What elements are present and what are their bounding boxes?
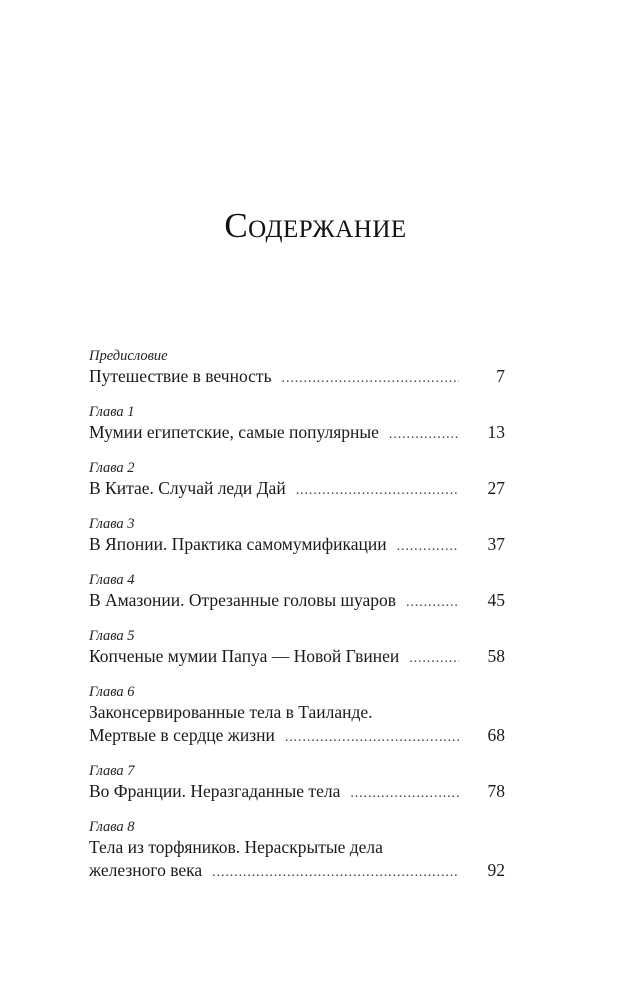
page-number: 58 bbox=[487, 646, 505, 666]
table-of-contents bbox=[89, 347, 505, 897]
dot-leader bbox=[282, 367, 459, 390]
entry-title-line-1: Законсервированные тела в Таиланде. bbox=[89, 702, 373, 722]
entry-label: Глава 6 bbox=[89, 684, 135, 700]
toc-entry-chapter-7[interactable] bbox=[89, 762, 505, 805]
toc-entry-chapter-6[interactable] bbox=[89, 683, 505, 749]
entry-title: В Японии. Практика самомумификации bbox=[89, 534, 387, 554]
dot-leader bbox=[389, 423, 459, 446]
dot-leader bbox=[409, 647, 459, 670]
toc-entry-chapter-4[interactable] bbox=[89, 571, 505, 614]
entry-title: Мумии египетские, самые популярные bbox=[89, 422, 379, 442]
dot-leader bbox=[285, 726, 459, 749]
page-number: 68 bbox=[487, 725, 505, 745]
page-number: 78 bbox=[487, 781, 505, 801]
toc-entry-chapter-8[interactable] bbox=[89, 818, 505, 884]
entry-title: В Китае. Случай леди Дай bbox=[89, 478, 286, 498]
page-number: 13 bbox=[487, 422, 505, 442]
entry-title-line-2: Мертвые в сердце жизни bbox=[89, 725, 275, 745]
page-number: 37 bbox=[487, 534, 505, 554]
toc-entry-chapter-2[interactable] bbox=[89, 459, 505, 502]
page-number: 45 bbox=[487, 590, 505, 610]
entry-title: В Амазонии. Отрезанные головы шуаров bbox=[89, 590, 397, 610]
dot-leader bbox=[350, 782, 459, 805]
entry-label: Предисловие bbox=[89, 348, 168, 364]
entry-label: Глава 8 bbox=[89, 819, 135, 835]
entry-title: Путешествие в вечность bbox=[89, 366, 272, 386]
entry-label: Глава 2 bbox=[89, 460, 135, 476]
dot-leader bbox=[212, 861, 459, 884]
entry-label: Глава 5 bbox=[89, 628, 135, 644]
page-number: 27 bbox=[487, 478, 505, 498]
dot-leader bbox=[406, 591, 459, 614]
entry-title-line-2: железного века bbox=[89, 860, 203, 880]
page-number: 7 bbox=[496, 366, 505, 386]
toc-entry-preface[interactable] bbox=[89, 347, 505, 390]
toc-entry-chapter-3[interactable] bbox=[89, 515, 505, 558]
entry-title: Копченые мумии Папуа — Новой Гвинеи bbox=[89, 646, 400, 666]
entry-label: Глава 7 bbox=[89, 763, 135, 779]
page-number: 92 bbox=[487, 860, 505, 880]
entry-title-line-1: Тела из торфяников. Нераскрытые дела bbox=[89, 837, 383, 857]
toc-entry-chapter-1[interactable] bbox=[89, 403, 505, 446]
page-title: Содержание bbox=[224, 206, 407, 245]
entry-label: Глава 4 bbox=[89, 572, 135, 588]
dot-leader bbox=[397, 535, 459, 558]
entry-label: Глава 3 bbox=[89, 516, 135, 532]
entry-title: Во Франции. Неразгаданные тела bbox=[89, 781, 341, 801]
toc-entry-chapter-5[interactable] bbox=[89, 627, 505, 670]
entry-label: Глава 1 bbox=[89, 404, 135, 420]
dot-leader bbox=[296, 479, 459, 502]
